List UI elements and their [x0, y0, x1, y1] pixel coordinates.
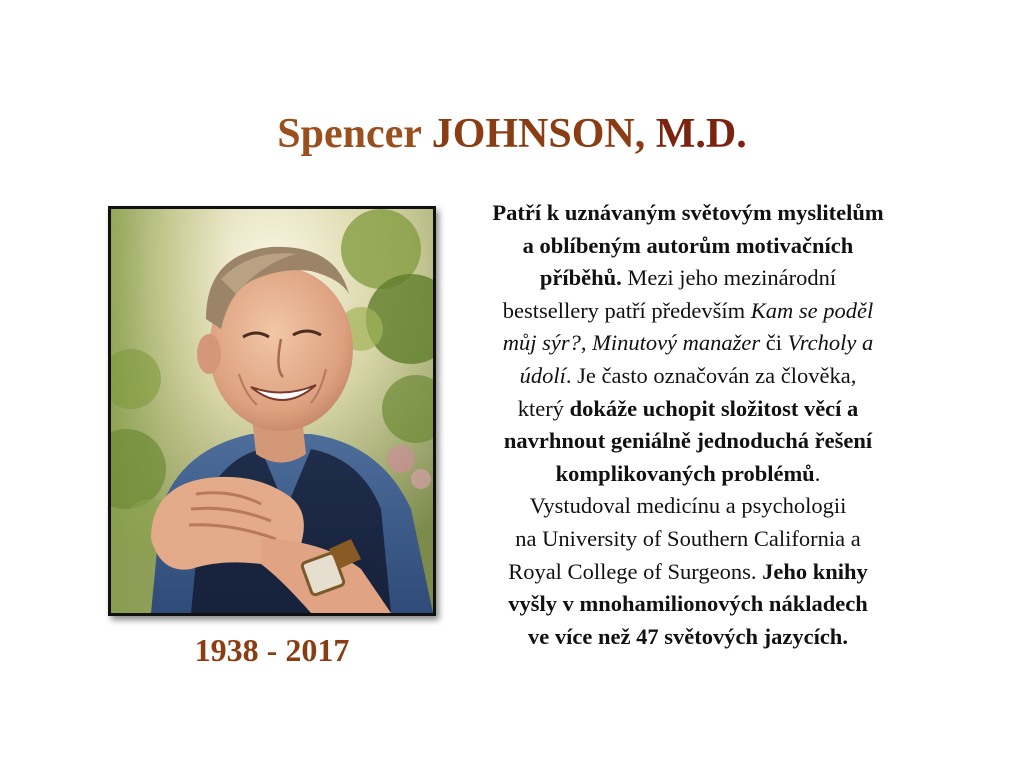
- book-title-text: údolí: [519, 362, 566, 388]
- bio-bold-text: a oblíbeným autorům motivačních: [522, 232, 854, 258]
- portrait-illustration: [111, 209, 433, 613]
- book-title-text: můj sýr?: [502, 330, 581, 356]
- bio-text: Vystudoval medicínu a psychologii: [529, 493, 847, 519]
- book-title-text: Minutový manažer: [592, 330, 761, 356]
- bio-text: bestsellery patří především: [502, 297, 751, 323]
- bio-line: [448, 458, 928, 491]
- bio-bold-text: navrhnout geniálně jednoduchá řešení: [503, 428, 873, 454]
- bio-line: [448, 295, 928, 328]
- bio-line: [448, 262, 928, 295]
- bio-line: [448, 360, 928, 393]
- title-last-name: JOHNSON,: [431, 111, 646, 157]
- book-title-text: Kam se poděl: [750, 297, 874, 323]
- bio-line: [448, 556, 928, 589]
- biography-text: [448, 197, 928, 653]
- bio-line: [448, 327, 928, 360]
- bio-text: . Je často označován za člověka,: [565, 362, 857, 388]
- bio-text: ,: [580, 330, 593, 356]
- bio-line: [448, 588, 928, 621]
- bio-line: [448, 621, 928, 654]
- title-degree: M.D.: [655, 111, 747, 157]
- bio-bold-text: příběhů.: [539, 265, 622, 291]
- title-first-name: Spencer: [277, 111, 422, 157]
- bio-bold-text: dokáže uchopit složitost věcí a: [569, 395, 859, 421]
- bio-bold-text: vyšly v mnohamilionových nákladech: [508, 591, 868, 617]
- bio-text: či: [760, 330, 788, 356]
- book-title-text: Vrcholy a: [787, 330, 874, 356]
- bio-bold-text: ve více než 47 světových jazycích.: [528, 623, 848, 649]
- bio-line: [448, 490, 928, 523]
- lifespan-years: 1938 - 2017: [194, 632, 350, 668]
- bio-text: .: [814, 460, 821, 486]
- bio-line: [448, 523, 928, 556]
- bio-line: [448, 230, 928, 263]
- bio-bold-text: komplikovaných problémů: [555, 460, 815, 486]
- bio-text: na University of Southern California a: [515, 525, 861, 551]
- bio-text: Royal College of Surgeons.: [508, 558, 763, 584]
- bio-bold-text: Jeho knihy: [762, 558, 868, 584]
- bio-line: [448, 393, 928, 426]
- portrait-photo: [108, 206, 436, 616]
- bio-bold-text: Patří k uznávaným světovým myslitelům: [492, 200, 884, 225]
- bio-text: Mezi jeho mezinárodní: [621, 265, 837, 291]
- bio-text: který: [517, 395, 570, 421]
- bio-line: [448, 425, 928, 458]
- bio-line: [448, 197, 928, 230]
- page-title: [0, 106, 1024, 162]
